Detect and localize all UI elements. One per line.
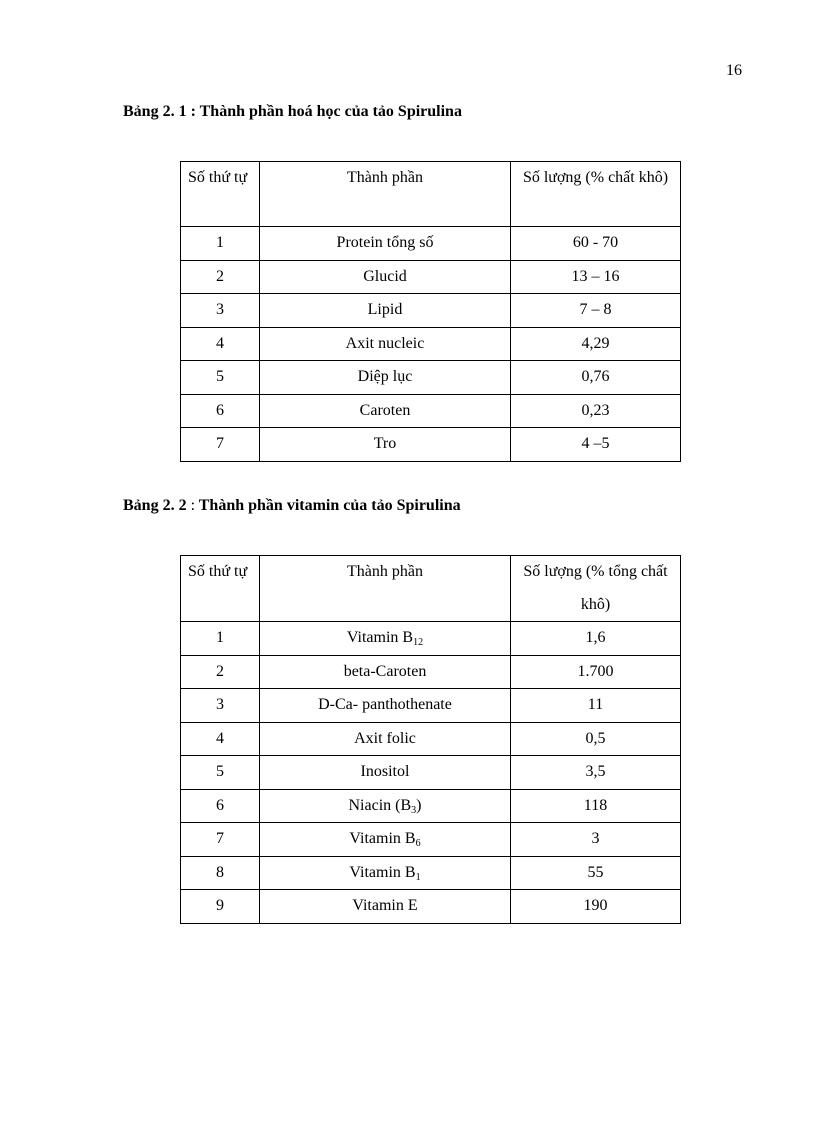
cell-stt: 1	[181, 227, 260, 261]
table-row	[181, 227, 681, 261]
component-name: Glucid	[363, 267, 407, 285]
cell-component	[260, 655, 511, 689]
component-name: Niacin (B	[348, 796, 412, 814]
table-row	[181, 622, 681, 656]
table-row	[181, 655, 681, 689]
cell-stt: 8	[181, 856, 260, 890]
component-name: Axit nucleic	[345, 334, 425, 352]
component-name: Vitamin B	[349, 830, 416, 847]
table-row	[181, 294, 681, 328]
table1-caption	[123, 103, 462, 121]
cell-stt: 9	[181, 890, 260, 924]
table1-caption-title: Thành phần hoá học của tảo Spirulina	[199, 103, 462, 120]
table-row	[181, 856, 681, 890]
table2-caption-separator: :	[190, 497, 196, 514]
cell-stt: 4	[181, 327, 260, 361]
cell-component	[260, 756, 511, 790]
table-row	[181, 327, 681, 361]
cell-stt: 2	[181, 260, 260, 294]
cell-stt: 7	[181, 823, 260, 857]
cell-amount: 4,29	[511, 327, 681, 361]
cell-component	[260, 260, 511, 294]
cell-amount: 3	[511, 823, 681, 857]
component-name: Axit folic	[354, 729, 416, 747]
table1-caption-label: Bảng 2. 1	[123, 103, 187, 120]
cell-component	[260, 722, 511, 756]
cell-component	[260, 890, 511, 924]
cell-component	[260, 294, 511, 328]
component-name: Caroten	[359, 401, 411, 419]
cell-component	[260, 361, 511, 395]
cell-component	[260, 689, 511, 723]
component-name: Protein tổng số	[336, 234, 434, 251]
cell-component	[260, 789, 511, 823]
header-component: Thành phần	[260, 556, 511, 622]
component-subscript: 1	[415, 871, 421, 883]
component-subscript: 3	[411, 804, 417, 816]
component-name: Tro	[373, 435, 397, 452]
component-name-suffix: )	[416, 796, 422, 814]
table-row	[181, 394, 681, 428]
cell-stt: 5	[181, 361, 260, 395]
cell-amount: 4 –5	[511, 428, 681, 462]
cell-stt: 4	[181, 722, 260, 756]
component-name: Vitamin B	[349, 863, 416, 881]
table-row	[181, 890, 681, 924]
cell-stt: 2	[181, 655, 260, 689]
component-name: Diệp lục	[357, 368, 413, 385]
component-name: Vitamin B	[346, 629, 414, 646]
table-row	[181, 689, 681, 723]
table-row	[181, 789, 681, 823]
cell-amount: 11	[511, 689, 681, 723]
header-amount: Số lượng (% chất khô)	[511, 162, 681, 227]
vitamin-composition-table	[180, 555, 681, 924]
table-header-row	[181, 556, 681, 622]
cell-component	[260, 327, 511, 361]
component-name: D-Ca- panthothenate	[318, 696, 452, 713]
component-name: Inositol	[360, 763, 410, 780]
cell-amount: 13 – 16	[511, 260, 681, 294]
header-stt: Số thứ tự	[181, 556, 260, 622]
chemical-composition-table	[180, 161, 681, 462]
table-row	[181, 756, 681, 790]
cell-stt: 5	[181, 756, 260, 790]
cell-stt: 3	[181, 689, 260, 723]
cell-component	[260, 227, 511, 261]
component-name: Vitamin E	[352, 897, 418, 914]
cell-component	[260, 394, 511, 428]
cell-component	[260, 823, 511, 857]
page-number: 16	[726, 62, 742, 79]
cell-amount: 7 – 8	[511, 294, 681, 328]
component-subscript: 6	[415, 838, 421, 849]
table-row	[181, 428, 681, 462]
component-name: beta-Caroten	[343, 662, 427, 680]
cell-amount: 1.700	[511, 655, 681, 689]
table2-caption-label: Bảng 2. 2	[123, 497, 187, 514]
cell-amount: 3,5	[511, 756, 681, 790]
cell-amount: 190	[511, 890, 681, 924]
header-component: Thành phần	[260, 162, 511, 227]
cell-amount: 0,23	[511, 394, 681, 428]
cell-stt: 6	[181, 394, 260, 428]
header-amount: Số lượng (% tổng chất khô)	[511, 556, 681, 622]
cell-amount: 0,5	[511, 722, 681, 756]
cell-component	[260, 622, 511, 656]
cell-amount: 55	[511, 856, 681, 890]
component-subscript: 12	[413, 637, 424, 648]
table2-caption-title: Thành phần vitamin của tảo Spirulina	[198, 497, 461, 514]
table-header-row	[181, 162, 681, 227]
table-row	[181, 361, 681, 395]
cell-stt: 3	[181, 294, 260, 328]
cell-component	[260, 428, 511, 462]
component-name: Lipid	[367, 301, 403, 318]
cell-amount: 1,6	[511, 622, 681, 656]
table-row	[181, 722, 681, 756]
table-row	[181, 260, 681, 294]
table-row	[181, 823, 681, 857]
cell-amount: 118	[511, 789, 681, 823]
cell-stt: 6	[181, 789, 260, 823]
cell-component	[260, 856, 511, 890]
cell-amount: 60 - 70	[511, 227, 681, 261]
header-stt: Số thứ tự	[181, 162, 260, 227]
table1-caption-separator: :	[190, 103, 196, 120]
cell-stt: 7	[181, 428, 260, 462]
cell-amount: 0,76	[511, 361, 681, 395]
table2-caption	[123, 497, 461, 515]
cell-stt: 1	[181, 622, 260, 656]
